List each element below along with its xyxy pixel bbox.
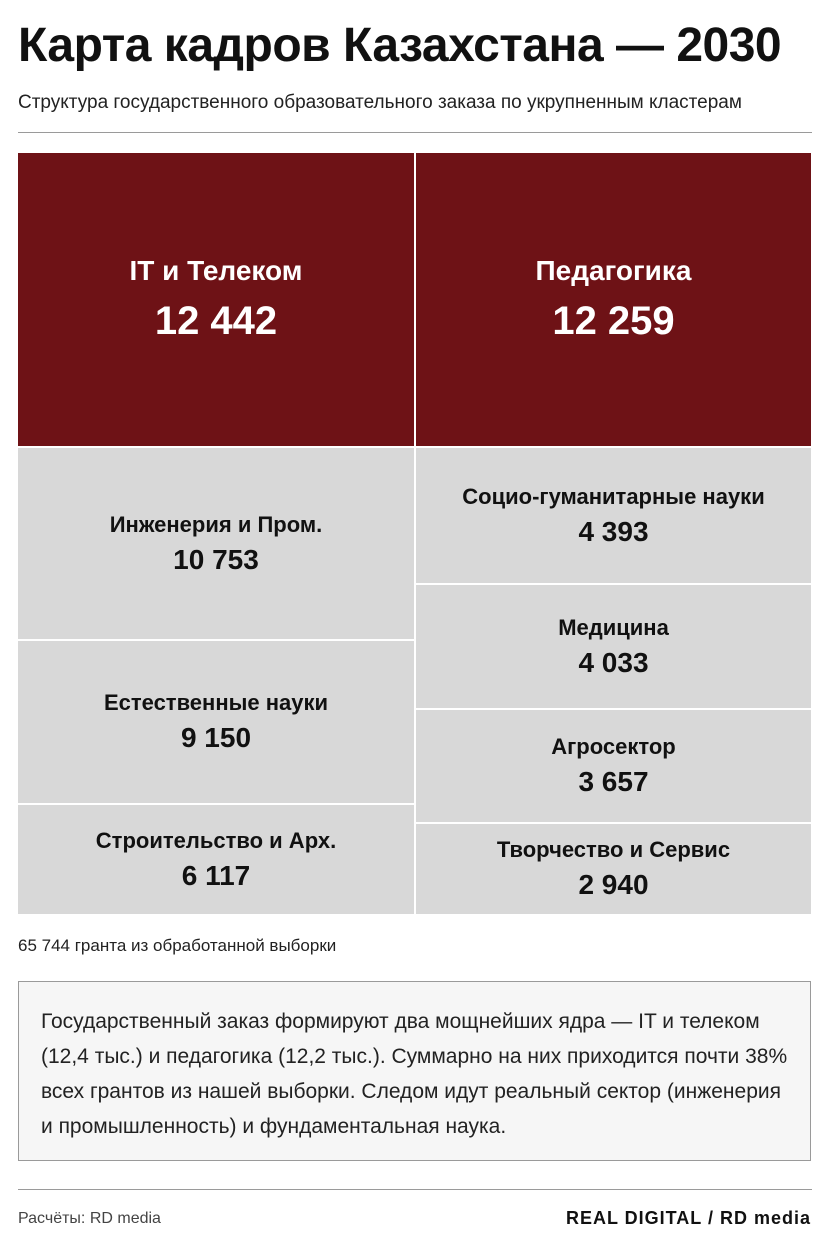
treemap-tile [416, 585, 811, 708]
tile-value: 12 442 [154, 299, 278, 343]
treemap-tile [416, 153, 811, 446]
tile-value: 4 393 [578, 515, 649, 547]
tile-label: Социо-гуманитарные науки [462, 483, 765, 509]
tile-label: Инженерия и Пром. [109, 511, 323, 537]
tile-value: 2 940 [578, 869, 649, 900]
tile-label: Педагогика [535, 255, 692, 286]
treemap-chart [18, 153, 811, 914]
tile-value: 12 259 [552, 299, 675, 343]
treemap-tile [416, 824, 811, 914]
tile-value: 10 753 [173, 543, 259, 575]
treemap-tile [416, 710, 811, 822]
page-subtitle: Структура государственного образовательного заказа по укрупненным кластерам [18, 92, 742, 113]
tile-value: 6 117 [181, 859, 251, 891]
treemap-tile [18, 805, 414, 914]
treemap-tile [18, 153, 414, 446]
commentary-text: Государственный заказ формируют два мощнейших ядра — IT и телеком (12,4 тыс.) и педагогика (12,2 тыс.). Суммарно на них приходится почти 38% всех грантов из нашей выборки. Следом идут реальный сектор (инженерия и промышленность) и фундаментальная наука. [41, 1010, 788, 1138]
treemap-tile [18, 641, 414, 803]
total-grants-note: 65 744 гранта из обработанной выборки [18, 936, 337, 955]
source-credit: Расчёты: RD media [18, 1210, 161, 1227]
tile-label: Естественные науки [103, 690, 329, 715]
tile-value: 3 657 [578, 766, 649, 797]
tile-label: Творчество и Сервис [496, 837, 731, 862]
tile-value: 4 033 [578, 646, 649, 678]
treemap-tile [18, 448, 414, 639]
tile-label: Медицина [558, 614, 669, 640]
top-divider [18, 132, 812, 133]
commentary-box [18, 981, 811, 1161]
tile-label: Строительство и Арх. [95, 827, 337, 853]
tile-label: Агросектор [551, 734, 676, 759]
tile-value: 9 150 [180, 722, 252, 753]
bottom-divider [18, 1189, 812, 1190]
treemap-tile [416, 448, 811, 583]
brand-logo-text: REAL DIGITAL / RD media [565, 1208, 811, 1228]
tile-label: IT и Телеком [129, 255, 303, 286]
page-title: Карта кадров Казахстана — 2030 [18, 19, 782, 72]
